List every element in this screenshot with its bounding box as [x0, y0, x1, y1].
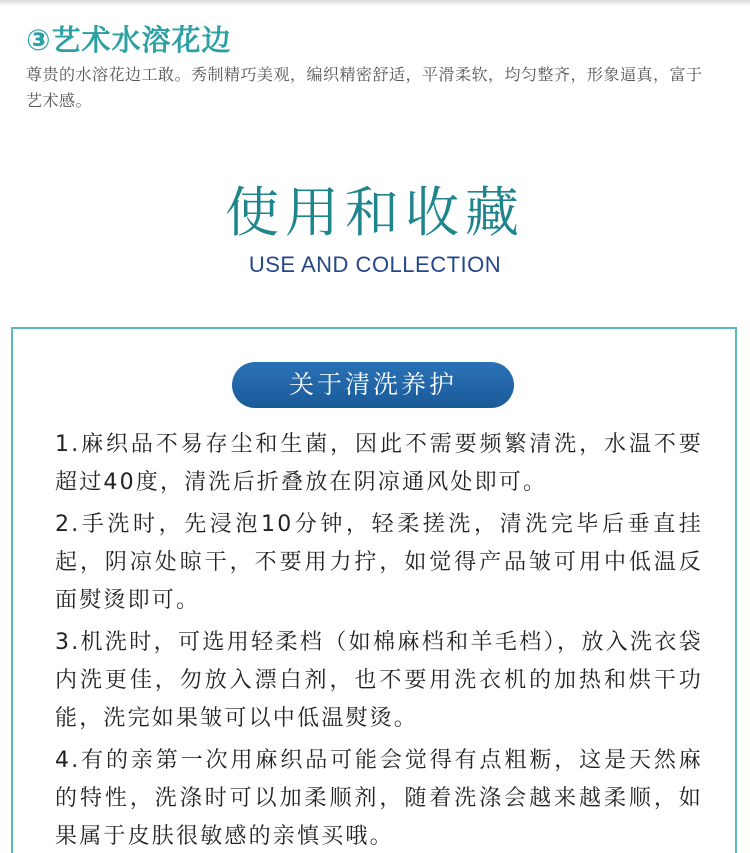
care-instructions-list [55, 426, 703, 853]
care-heading-badge: 关于清洗养护 [232, 362, 514, 408]
section-title-chinese: 使用和收藏 [225, 181, 525, 244]
care-item-1: 1.麻织品不易存尘和生菌，因此不需要频繁清洗，水温不要超过40度，清洗后折叠放在阴凉通风处即可。 [55, 432, 703, 495]
feature-description: 尊贵的水溶花边工敢。秀制精巧美观，编织精密舒适，平滑柔软，均匀整齐，形象逼真，富于艺术感。 [26, 65, 703, 110]
care-item-4: 4.有的亲第一次用麻织品可能会觉得有点粗粝，这是天然麻的特性，洗涤时可以加柔顺剂，随着洗涤会越来越柔顺，如果属于皮肤很敏感的亲慎买哦。 [55, 748, 703, 849]
feature-title: ③艺术水溶花边 [26, 23, 232, 57]
top-divider [0, 0, 750, 6]
section-title-english: USE AND COLLECTION [248, 252, 502, 277]
care-item-2: 2.手洗时，先浸泡10分钟，轻柔搓洗，清洗完毕后垂直挂起，阴凉处晾干，不要用力拧，如觉得产品皱可用中低温反面熨烫即可。 [55, 512, 703, 613]
care-item-3: 3.机洗时，可选用轻柔档（如棉麻档和羊毛档），放入洗衣袋内洗更佳，勿放入漂白剂，也不要用洗衣机的加热和烘干功能，洗完如果皱可以中低温熨烫。 [55, 630, 703, 731]
